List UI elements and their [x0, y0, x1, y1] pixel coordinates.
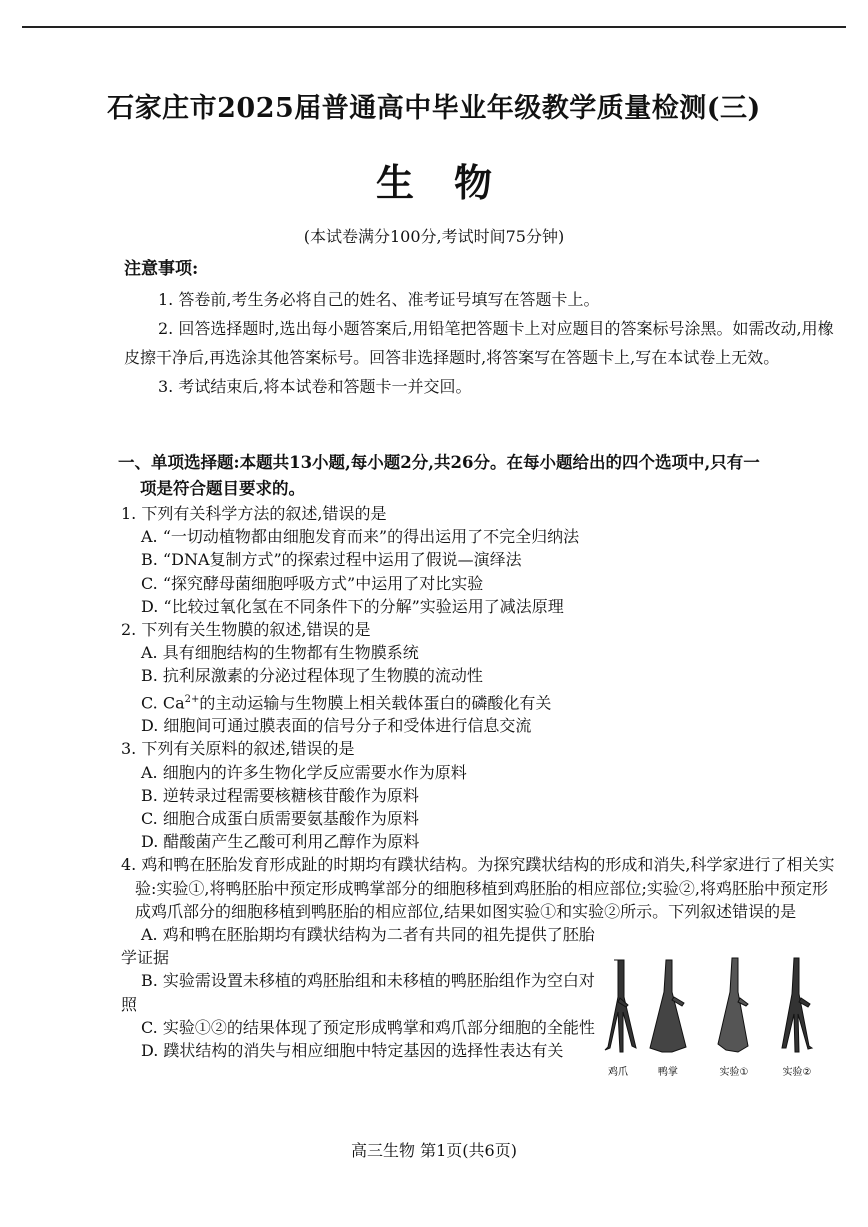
notice-list [124, 285, 834, 401]
figure-label-duck: 鸭掌 [658, 1067, 678, 1078]
duck-foot-drawing [650, 960, 686, 1052]
option: B. 实验需设置未移植的鸡胚胎组和未移植的鸭胚胎组作为空白对照 [121, 971, 595, 1014]
option: D. 醋酸菌产生乙酸可利用乙醇作为原料 [141, 832, 420, 852]
option: D. 细胞间可通过膜表面的信号分子和受体进行信息交流 [141, 716, 532, 736]
exam-info: (本试卷满分100分,考试时间75分钟) [303, 227, 565, 246]
option: D. 蹼状结构的消失与相应细胞中特定基因的选择性表达有关 [141, 1041, 564, 1060]
section-heading [118, 450, 834, 502]
option: A. 细胞内的许多生物化学反应需要水作为原料 [141, 762, 467, 782]
option: A. “一切动植物都由细胞发育而来”的得出运用了不完全归纳法 [141, 527, 580, 547]
option-c-ca [121, 688, 835, 715]
option: A. 鸡和鸭在胚胎期均有蹼状结构为二者有共同的祖先提供了胚胎学证据 [121, 924, 595, 968]
experiment-2-foot-drawing [782, 958, 812, 1052]
figure-label-exp2: 实验② [782, 1067, 812, 1078]
notice-item: 1. 答卷前,考生务必将自己的姓名、准考证号填写在答题卡上。 [158, 290, 600, 309]
option-c-rest: 的主动运输与生物膜上相关载体蛋白的磷酸化有关 [199, 692, 552, 712]
experiment-1-foot-drawing [718, 958, 748, 1052]
section-heading-line2: 项是符合题目要求的。 [140, 479, 305, 498]
question-stem: 4. 鸡和鸭在胚胎发育形成趾的时期均有蹼状结构。为探究蹼状结构的形成和消失,科学家进行了相关实验:实验①,将鸭胚胎中预定形成鸭掌部分的细胞移植到鸡胚胎的相应部位;实验②,将鸡胚胎中预定形成鸡爪部分的细胞移植到鸭胚胎的相应部位,结果如图实验①和实验②所示。下列叙述错误的是 [121, 855, 835, 921]
option: D. “比较过氧化氢在不同条件下的分解”实验运用了减法原理 [141, 596, 564, 616]
figure-label-chicken: 鸡爪 [608, 1067, 628, 1078]
option: C. 实验①②的结果体现了预定形成鸭掌和鸡爪部分细胞的全能性 [141, 1017, 595, 1037]
figure-label-exp1: 实验① [719, 1067, 749, 1078]
top-rule [22, 26, 846, 28]
subject-title: 生物 [375, 160, 532, 205]
question-stem: 3. 下列有关原料的叙述,错误的是 [121, 739, 355, 759]
notice-heading: 注意事项: [124, 259, 199, 279]
option: C. “探究酵母菌细胞呼吸方式”中运用了对比实验 [141, 573, 484, 593]
exam-title: 石家庄市2025届普通高中毕业年级教学质量检测(三) [107, 93, 761, 124]
notice-item: 2. 回答选择题时,选出每小题答案后,用铅笔把答题卡上对应题目的答案标号涂黑。如需改动,用橡皮擦干净后,再选涂其他答案标号。回答非选择题时,将答案写在答题卡上,写在本试卷上无效。 [124, 319, 834, 367]
option: B. 逆转录过程需要核糖核苷酸作为原料 [141, 785, 419, 805]
question-4-options [121, 923, 597, 1062]
section-heading-line1: 一、单项选择题:本题共13小题,每小题2分,共26分。在每小题给出的四个选项中,只有一 [118, 453, 760, 472]
foot-figure [596, 952, 832, 1082]
ion-charge: 2+ [184, 693, 200, 705]
page-footer: 高三生物 第1页(共6页) [351, 1141, 517, 1160]
option-c-prefix: C. Ca [141, 692, 185, 712]
option: B. 抗利尿激素的分泌过程体现了生物膜的流动性 [141, 666, 483, 686]
foot-illustrations [596, 952, 832, 1082]
option: A. 具有细胞结构的生物都有生物膜系统 [141, 643, 419, 663]
option: B. “DNA复制方式”的探索过程中运用了假说—演绎法 [141, 550, 522, 570]
chicken-foot-drawing [605, 960, 636, 1052]
option: C. 细胞合成蛋白质需要氨基酸作为原料 [141, 808, 419, 828]
notice-item: 3. 考试结束后,将本试卷和答题卡一并交回。 [158, 377, 472, 396]
question-stem: 1. 下列有关科学方法的叙述,错误的是 [121, 504, 387, 523]
question-stem: 2. 下列有关生物膜的叙述,错误的是 [121, 620, 371, 640]
